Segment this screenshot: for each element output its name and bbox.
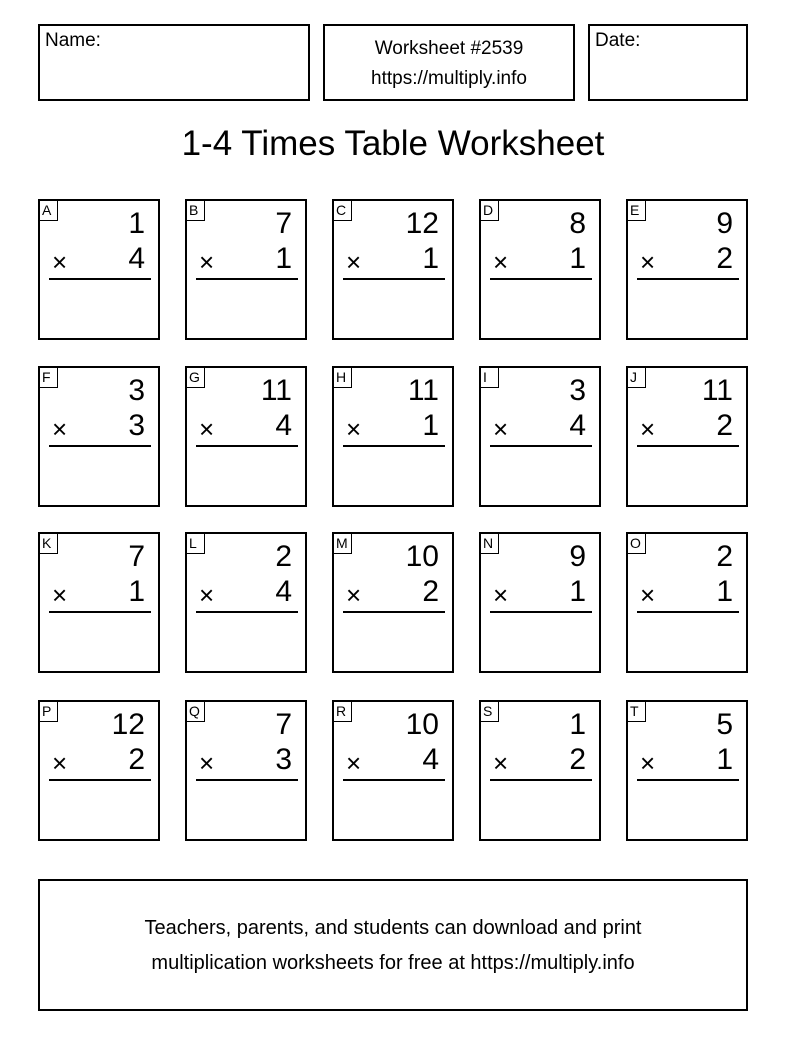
multiply-sign: ×: [199, 748, 215, 778]
answer-line: [196, 445, 298, 447]
multiply-sign: ×: [493, 748, 509, 778]
problem-card: [185, 366, 307, 507]
problem-card: [332, 532, 454, 673]
multiply-sign: ×: [52, 748, 68, 778]
multiplier: 1: [716, 743, 733, 776]
problem-label: S: [479, 700, 499, 722]
problem-label: G: [185, 366, 205, 388]
problem-card: [38, 700, 160, 841]
problem-card: [185, 199, 307, 340]
multiplier: 4: [275, 409, 292, 442]
multiplier: 4: [275, 575, 292, 608]
multiplier: 1: [422, 242, 439, 275]
multiplier: 1: [422, 409, 439, 442]
multiplicand: 1: [128, 207, 145, 240]
answer-line: [49, 445, 151, 447]
multiplicand: 7: [275, 207, 292, 240]
problem-label: P: [38, 700, 58, 722]
problem-card: [332, 700, 454, 841]
problem-card: [332, 366, 454, 507]
problem-label: H: [332, 366, 352, 388]
problem-card: [626, 700, 748, 841]
problem-label: C: [332, 199, 352, 221]
multiplicand: 7: [275, 708, 292, 741]
multiplicand: 11: [407, 374, 439, 407]
problem-label: R: [332, 700, 352, 722]
problem-card: [479, 199, 601, 340]
multiply-sign: ×: [52, 580, 68, 610]
multiplicand: 1: [569, 708, 586, 741]
problem-card: [38, 532, 160, 673]
date-box: [588, 24, 748, 101]
problem-card: [185, 532, 307, 673]
answer-line: [490, 611, 592, 613]
multiplicand: 9: [569, 540, 586, 573]
answer-line: [196, 278, 298, 280]
answer-line: [490, 278, 592, 280]
multiply-sign: ×: [346, 580, 362, 610]
multiplicand: 10: [405, 540, 439, 573]
multiplier: 1: [569, 242, 586, 275]
answer-line: [49, 779, 151, 781]
multiplier: 3: [128, 409, 145, 442]
name-label: Name:: [45, 30, 101, 51]
multiply-sign: ×: [52, 414, 68, 444]
footer-line-2: multiplication worksheets for free at https://multiply.info: [151, 952, 635, 974]
footer-line-1: Teachers, parents, and students can download and print: [144, 917, 642, 939]
answer-line: [196, 611, 298, 613]
multiplicand: 9: [716, 207, 733, 240]
multiply-sign: ×: [52, 247, 68, 277]
page-title: 1-4 Times Table Worksheet: [181, 124, 605, 163]
multiplier: 2: [716, 409, 733, 442]
answer-line: [343, 611, 445, 613]
name-box: [38, 24, 310, 101]
multiplicand: 3: [569, 374, 586, 407]
problem-label: N: [479, 532, 499, 554]
multiplier: 4: [422, 743, 439, 776]
multiplier: 1: [275, 242, 292, 275]
multiplier: 1: [569, 575, 586, 608]
answer-line: [49, 611, 151, 613]
worksheet-number: Worksheet #2539: [374, 38, 524, 59]
problem-card: [185, 700, 307, 841]
problem-card: [479, 532, 601, 673]
multiplier: 2: [128, 743, 145, 776]
multiply-sign: ×: [199, 247, 215, 277]
multiply-sign: ×: [346, 748, 362, 778]
answer-line: [343, 779, 445, 781]
answer-line: [343, 278, 445, 280]
problem-card: [332, 199, 454, 340]
answer-line: [637, 278, 739, 280]
multiply-sign: ×: [346, 414, 362, 444]
multiplicand: 8: [569, 207, 586, 240]
multiplicand: 11: [260, 374, 292, 407]
problem-label: B: [185, 199, 205, 221]
multiply-sign: ×: [640, 580, 656, 610]
multiply-sign: ×: [640, 414, 656, 444]
answer-line: [343, 445, 445, 447]
problem-card: [626, 199, 748, 340]
multiplier: 4: [128, 242, 145, 275]
problem-label: D: [479, 199, 499, 221]
multiplicand: 7: [128, 540, 145, 573]
multiplicand: 2: [275, 540, 292, 573]
problem-label: I: [479, 366, 499, 388]
problem-card: [626, 532, 748, 673]
multiply-sign: ×: [640, 748, 656, 778]
date-label: Date:: [595, 30, 641, 51]
multiplier: 1: [716, 575, 733, 608]
answer-line: [637, 611, 739, 613]
problem-card: [38, 366, 160, 507]
answer-line: [637, 779, 739, 781]
multiply-sign: ×: [199, 580, 215, 610]
multiplier: 1: [128, 575, 145, 608]
problem-card: [38, 199, 160, 340]
problem-label: T: [626, 700, 646, 722]
answer-line: [490, 445, 592, 447]
problem-label: M: [332, 532, 352, 554]
problem-card: [479, 700, 601, 841]
problem-card: [479, 366, 601, 507]
problem-label: F: [38, 366, 58, 388]
multiplicand: 10: [405, 708, 439, 741]
multiply-sign: ×: [493, 247, 509, 277]
problem-label: A: [38, 199, 58, 221]
answer-line: [637, 445, 739, 447]
problem-label: O: [626, 532, 646, 554]
answer-line: [490, 779, 592, 781]
problem-label: K: [38, 532, 58, 554]
multiplier: 2: [569, 743, 586, 776]
multiply-sign: ×: [199, 414, 215, 444]
multiplier: 2: [716, 242, 733, 275]
multiplicand: 2: [716, 540, 733, 573]
answer-line: [196, 779, 298, 781]
problem-label: J: [626, 366, 646, 388]
problem-label: L: [185, 532, 205, 554]
problem-label: E: [626, 199, 646, 221]
multiplier: 4: [569, 409, 586, 442]
multiplicand: 12: [111, 708, 145, 741]
multiplicand: 5: [716, 708, 733, 741]
answer-line: [49, 278, 151, 280]
multiplicand: 11: [701, 374, 733, 407]
problem-label: Q: [185, 700, 205, 722]
multiplicand: 12: [405, 207, 439, 240]
worksheet-url: https://multiply.info: [371, 68, 527, 89]
problem-card: [626, 366, 748, 507]
multiplicand: 3: [128, 374, 145, 407]
multiply-sign: ×: [493, 414, 509, 444]
multiplier: 3: [275, 743, 292, 776]
multiply-sign: ×: [493, 580, 509, 610]
multiply-sign: ×: [346, 247, 362, 277]
footer-box: [38, 879, 748, 1011]
multiplier: 2: [422, 575, 439, 608]
worksheet-info-box: [323, 24, 575, 101]
multiply-sign: ×: [640, 247, 656, 277]
